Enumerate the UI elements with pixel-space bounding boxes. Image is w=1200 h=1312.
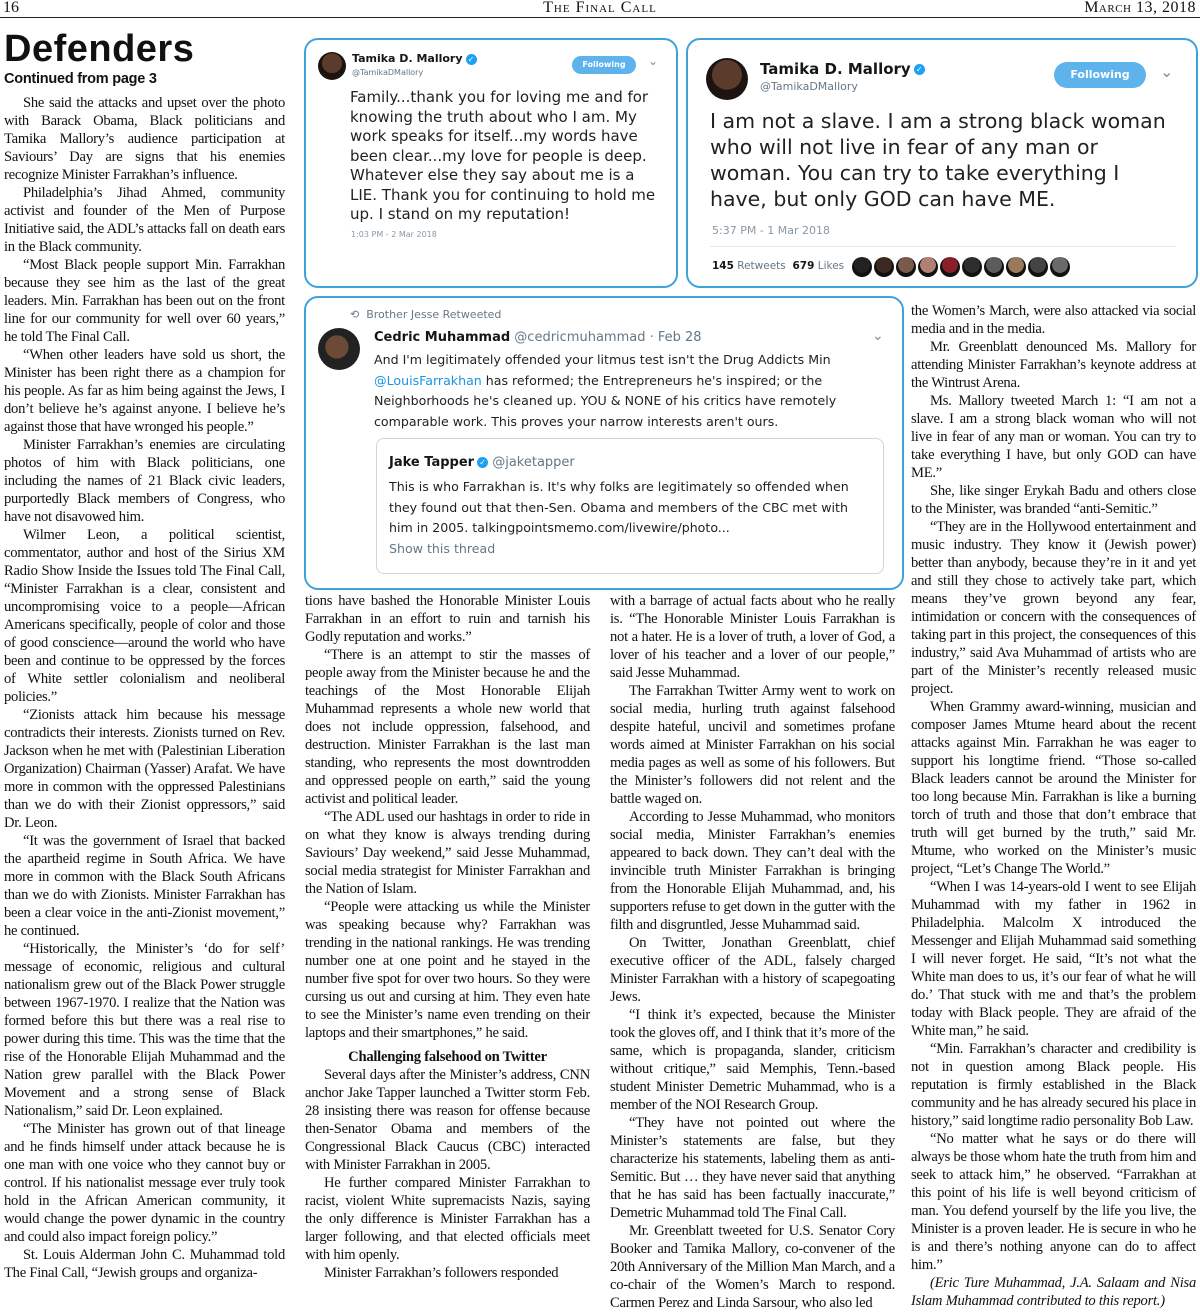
tweet-timestamp: 5:37 PM - 1 Mar 2018	[712, 224, 831, 237]
article-headline: Defenders	[4, 28, 195, 70]
tweet-date: · Feb 28	[649, 330, 702, 345]
article-paragraph: “I think it’s expected, because the Minister took the gloves off, and I think that it’s more of the same, which is propaganda, slander, criticism without critique,” said Memphis, Tenn.-based student Minister Demetric Muhammad, who is a member of the NOI Research Group.	[610, 1007, 895, 1113]
like-label: Likes	[817, 260, 845, 272]
retweet-count: 145	[712, 260, 734, 272]
tweet-engagement	[712, 260, 844, 272]
continued-line: Continued from page 3	[4, 71, 157, 87]
article-paragraph: According to Jesse Muhammad, who monitors social media, Minister Farrakhan’s enemies appeared to back down. They can’t deal with the invincible truth Minister Farrakhan is bringing from the Honorable Elijah Muhammad, and, his supporters refuse to get down in the gutter with the filth and disgruntled, Jesse Muhammad said.	[610, 809, 895, 933]
article-paragraph: “Most Black people support Min. Farrakhan because they see him as the last of the great leaders. Min. Farrakhan has been out on the front line for our community for well over 60 years,” he told The Final Call.	[4, 257, 285, 345]
article-column-1	[4, 30, 285, 1282]
issue-date: March 13, 2018	[1084, 0, 1196, 16]
article-paragraph: “There is an attempt to stir the masses of people away from the Minister because he and the teachings of the Most Honorable Elijah Muhammad represents a whole new world that does not include oppression, falsehood, and destruction. Minister Farrakhan is the last man standing, who represents the most downtrodden and oppressed people on earth,” said the young activist and political leader.	[305, 647, 590, 807]
article-column-3	[610, 592, 895, 1312]
liker-avatar[interactable]	[962, 257, 982, 277]
chevron-down-icon[interactable]: ⌄	[648, 54, 659, 68]
tweet-timestamp: 1:03 PM - 2 Mar 2018	[351, 230, 437, 239]
tweet-author-line	[374, 330, 702, 345]
article-paragraph: “They are in the Hollywood entertainment and music industry. They know it (Jewish power) better than anybody, because they’re in it and yet and still they chose to actively take part, which means they’ve grown beyond any fear, intimidation or concern with the consequences of taking part in this project, the consequences of this industry,” said Ava Muhammad of artists who are part of the Minister’s recently released music project.	[911, 519, 1196, 697]
show-thread-link[interactable]: Show this thread	[389, 541, 496, 556]
liker-avatars	[852, 256, 1072, 277]
article-paragraph: Ms. Mallory tweeted March 1: “I am not a slave. I am a strong black woman who will not live in fear of any man or woman. You can try to take everything I have, but only GOD can have ME.”	[911, 393, 1196, 481]
tweet-author-handle: @TamikaDMallory	[352, 68, 424, 77]
retweet-indicator: ⟲ Brother Jesse Retweeted	[350, 308, 502, 321]
article-paragraph: “No matter what he says or do there will always be those whom hate the truth from him and seek to attack him,” he observed. “Farrakhan at this point of his life is well beyond criticism of man. You defend yourself by the life you live, the Minister is a proven leader. He is secure in who he is and there’s nothing anyone can do to affect him.”	[911, 1131, 1196, 1273]
article-paragraph: the Women’s March, were also attacked via social media and in the media.	[911, 303, 1196, 337]
article-paragraph: “The ADL used our hashtags in order to ride in on what they know is always trending during Saviours’ Day weekend,” said Jesse Muhammad, social media strategist for Minister Farrakhan and the Nation of Islam.	[305, 809, 590, 897]
chevron-down-icon[interactable]: ⌄	[872, 328, 884, 344]
article-column-2	[305, 592, 590, 1282]
liker-avatar[interactable]	[984, 257, 1004, 277]
avatar	[706, 58, 748, 100]
tweet-text: I am not a slave. I am a strong black woman who will not live in fear of any man or woman. You can try to take everything I have, but only GOD can have ME.	[710, 109, 1166, 211]
verified-badge-icon: ✓	[914, 64, 925, 75]
quoted-author-handle: @jaketapper	[492, 455, 575, 470]
article-paragraph: When Grammy award-winning, musician and composer James Mtume heard about the recent attacks against Min. Farrakhan he was eager to support his longtime friend. “Those so-called Black leaders cannot be around the Minister for too long because Min. Farrakhan is like a burning torch of truth and those that don’t embrace that truth will get burned by the truth,” said Mr. Mtume, who worked on the Minister’s music project, “Let’s Change The World.”	[911, 699, 1196, 877]
article-paragraph: “When I was 14-years-old I went to see Elijah Muhammad with my father in 1962 in Philadelphia. Malcolm X introduced the Messenger and Elijah Muhammad said something I will never forget. He said, “It’s not what the White man does to us, it’s our fear of what he will do.’ That stuck with me and that’s the problem today with Black people. They are afraid of the White man,” he said.	[911, 879, 1196, 1039]
article-paragraph: “Historically, the Minister’s ‘do for self’ message of economic, religious and cultural nationalism grew out of the Black Power struggle between 1967-1970. I realize that the Nation was formed before this but there was a real rise to power during this time. This was the time that the rise of the Honorable Elijah Muhammad and the Nation grew parallel with the Black Power Movement and a strong sense of Black Nationalism,” said Dr. Leon explained.	[4, 941, 285, 1119]
tweet-card-mallory-not-a-slave	[686, 38, 1198, 288]
tweet-author-handle: @cedricmuhammad	[514, 330, 646, 345]
article-paragraph: “People were attacking us while the Minister was speaking because why? Farrakhan was trending in the national rankings. He was trending number one at one point and he stayed in the number five spot for over two hours. So they were cursing us out and cursing at him. They even hate to see the Minister’s name even trending on their laptops and their smartphones,” he said.	[305, 899, 590, 1041]
section-subhead: Challenging falsehood on Twitter	[348, 1049, 547, 1065]
quoted-author-name: Jake Tapper	[389, 455, 475, 470]
following-button[interactable]: Following	[572, 56, 636, 74]
article-column-4	[911, 302, 1196, 1310]
article-paragraph: Minister Farrakhan’s enemies are circulating photos of him with Black politicians, one including the names of 21 Black civic leaders, purportedly Black members of Congress, who have not disavowed him.	[4, 437, 285, 525]
article-paragraph: The Farrakhan Twitter Army went to work on social media, hurling truth against falsehood despite hateful, uncivil and sometimes profane words aimed at Minister Farrakhan on his social media pages as well as some of his followers. But the Minister’s followers did not relent and the battle waged on.	[610, 683, 895, 807]
quoted-tweet-text: This is who Farrakhan is. It's why folks are legitimately so offended when they found out that then-Sen. Obama and members of the CBC met with him in 2005. talkingpointsmemo.com/livewire/photo...	[389, 479, 849, 535]
tweet-author-name: Cedric Muhammad	[374, 330, 511, 345]
article-credit: (Eric Ture Muhammad, J.A. Salaam and Nisa Islam Muhammad contributed to this report.)	[911, 1275, 1196, 1309]
liker-avatar[interactable]	[896, 257, 916, 277]
tweet-card-mallory-family	[304, 38, 678, 288]
mention-link[interactable]: @LouisFarrakhan	[374, 372, 482, 388]
tweet-author-name: Tamika D. Mallory ✓	[352, 52, 477, 65]
verified-badge-icon: ✓	[477, 457, 488, 468]
article-paragraph: “When other leaders have sold us short, the Minister has been right there as a champion for his people. As far as him being against the Jews, I don’t believe he’s against anyone. I believe he’s against those that have wronged his people.”	[4, 347, 285, 435]
article-paragraph: “Zionists attack him because his message contradicts their interests. Zionists turned on Rev. Jackson when he met with (Palestinian Liberation Organization) Chairman (Yasser) Arafat. We have more in common with the oppressed Palestinians than we do with their Zionist oppressors,” said Dr. Leon.	[4, 707, 285, 831]
page-header	[0, 0, 1200, 18]
article-paragraph: tions have bashed the Honorable Minister Louis Farrakhan in an effort to ruin and tarnish his Godly reputation and works.”	[305, 593, 590, 645]
article-paragraph: “Min. Farrakhan’s character and credibility is not in question among Black people. His reputation is firmly established in the Black community and he has already secured his place in history,” said longtime radio personality Bob Law.	[911, 1041, 1196, 1129]
masthead: The Final Call	[543, 0, 657, 16]
tweet-text: Family...thank you for loving me and for knowing the truth about who I am. My work speaks for itself...my words have been clear...my love for people is deep. Whatever else they say about me is a LIE. Thank you for continuing to hold me up. I stand on my reputation!	[350, 88, 656, 223]
avatar	[318, 328, 360, 370]
quoted-tweet[interactable]	[376, 438, 884, 574]
article-paragraph: Minister Farrakhan’s followers responded	[323, 1265, 559, 1281]
tweet-author-name: Tamika D. Mallory ✓	[760, 60, 925, 78]
article-paragraph: Philadelphia’s Jihad Ahmed, community activist and founder of the Men of Purpose Initiative said, the ADL’s attacks fall on death ears in the Black community.	[4, 185, 285, 255]
quoted-author-line	[389, 455, 575, 470]
article-paragraph: St. Louis Alderman John C. Muhammad told The Final Call, “Jewish groups and organiza-	[4, 1247, 285, 1281]
article-paragraph: “They have not pointed out where the Minister’s statements are false, but they characterize his statements, labeling them as anti-Semitic. But … they have never said that anything that he has said has been factually inaccurate,” Demetric Muhammad told The Final Call.	[610, 1115, 895, 1221]
verified-badge-icon: ✓	[466, 54, 477, 65]
article-paragraph: On Twitter, Jonathan Greenblatt, chief executive officer of the ADL, falsely charged Minister Farrakhan with a history of scapegoating Jews.	[610, 935, 895, 1005]
liker-avatar[interactable]	[852, 257, 872, 277]
liker-avatar[interactable]	[1028, 257, 1048, 277]
article-paragraph: He further compared Minister Farrakhan to racist, violent White supremacists Nazis, saying the only difference is Minister Farrakhan has a larger following, and that elected officials meet with him openly.	[305, 1175, 590, 1263]
retweet-icon: ⟲	[350, 308, 360, 321]
article-paragraph: Several days after the Minister’s address, CNN anchor Jake Tapper launched a Twitter storm Feb. 28 insisting there was reason for offense because then-Senator Obama and members of the Congressional Black Caucus (CBC) interacted with Minister Farrakhan in 2005.	[305, 1067, 590, 1173]
tweet-author-handle: @TamikaDMallory	[760, 80, 858, 93]
following-button[interactable]: Following	[1054, 62, 1146, 88]
like-count: 679	[792, 260, 815, 272]
liker-avatar[interactable]	[874, 257, 894, 277]
article-paragraph: Mr. Greenblatt tweeted for U.S. Senator Cory Booker and Tamika Mallory, co-convener of the 20th Anniversary of the Million Man March, and a co-chair of the Women’s March to respond. Carmen Perez and Linda Sarsour, who also led	[610, 1223, 895, 1311]
article-paragraph: “It was the government of Israel that backed the apartheid regime in South Africa. We have more in common with the Black South Africans than we do with Zionists. Minister Farrakhan has been a clear voice in the anti-Zionist movement,” he continued.	[4, 833, 285, 939]
liker-avatar[interactable]	[1050, 257, 1070, 277]
tweet-card-cedric-muhammad	[304, 296, 904, 590]
avatar	[318, 52, 346, 80]
retweet-label: Retweets	[737, 260, 786, 272]
liker-avatar[interactable]	[940, 257, 960, 277]
article-paragraph: with a barrage of actual facts about who he really is. “The Honorable Minister Louis Farrakhan is not a hater. He is a lover of truth, a lover of God, a lover of his teacher and a lover of our people,” said Jesse Muhammad.	[610, 593, 895, 681]
tweet-text: And I'm legitimately offended your litmus test isn't the Drug Addicts Min @LouisFarrakhan has reformed; the Entrepreneurs he's inspired; or the Neighborhoods he's cleaned up. YOU & NONE of his critics have remotely comparable work. This proves your narrow interests aren't ours.	[374, 352, 837, 429]
article-paragraph: Wilmer Leon, a political scientist, commentator, author and host of the Sirius XM Radio Show Inside the Issues told The Final Call, “Minister Farrakhan is a clear, consistent and uncompromising voice to a people—African Americans specifically, people of color and those of good conscience—around the world who have been and continue to be oppressed by the forces of White settler colonialism and neoliberal policies.”	[4, 527, 285, 705]
tweet-divider	[710, 246, 1176, 247]
liker-avatar[interactable]	[1006, 257, 1026, 277]
article-paragraph: Mr. Greenblatt denounced Ms. Mallory for attending Minister Farrakhan’s keynote address at the Wintrust Arena.	[911, 339, 1196, 391]
page-number: 16	[3, 0, 19, 16]
article-paragraph: She, like singer Erykah Badu and others close to the Minister, was branded “anti-Semitic.”	[911, 483, 1196, 517]
article-paragraph: She said the attacks and upset over the photo with Barack Obama, Black politicians and Tamika Mallory’s audience participation at Saviours’ Day are signs that his enemies recognize Minister Farrakhan’s influence.	[4, 95, 285, 183]
chevron-down-icon[interactable]: ⌄	[1160, 62, 1174, 81]
article-paragraph: “The Minister has grown out of that lineage and he finds himself under attack because he is one man with one voice who they cannot buy or control. If his nationalist message ever truly took hold in the African American community, it would change the power dynamic in the country and could also impact foreign policy.”	[4, 1121, 285, 1245]
liker-avatar[interactable]	[918, 257, 938, 277]
